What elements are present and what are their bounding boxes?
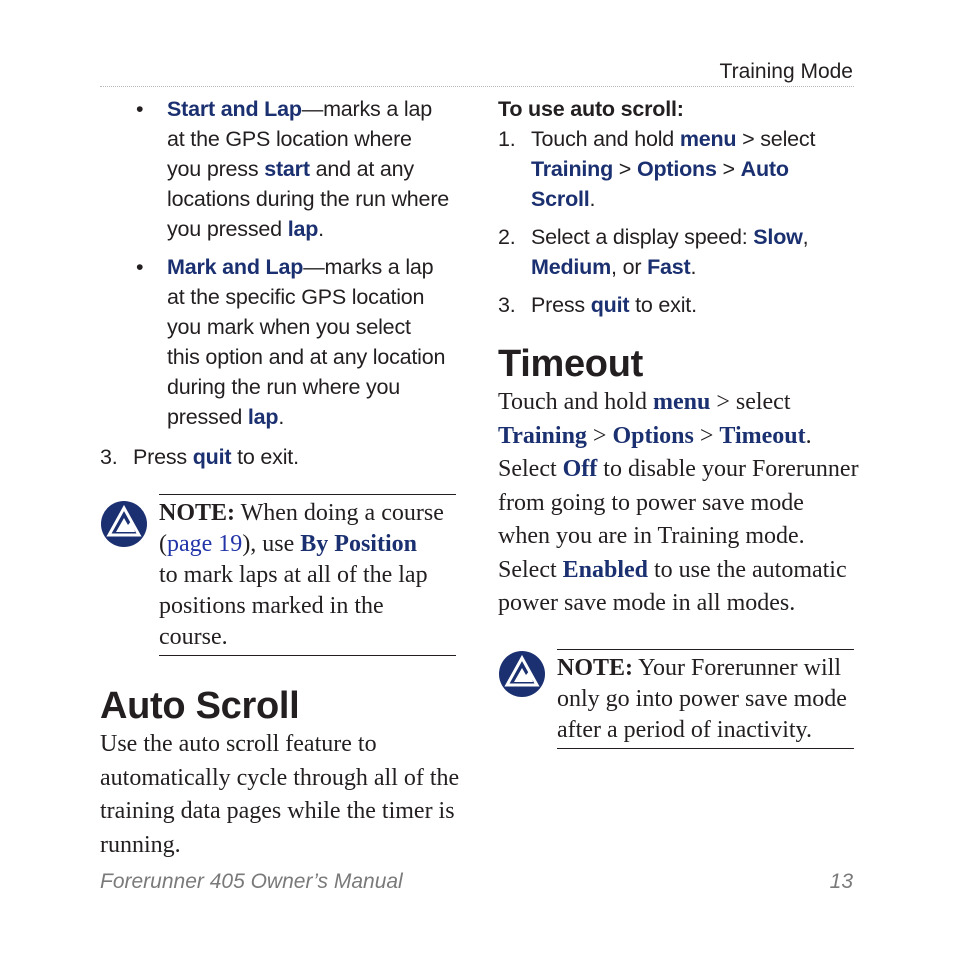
- text-line: [498, 490, 804, 516]
- key-name: menu: [679, 127, 737, 151]
- text-run: >: [613, 157, 637, 181]
- key-name: Training: [531, 157, 614, 181]
- step-item: [498, 124, 860, 214]
- text-run: this option and at any location: [167, 345, 446, 369]
- text-run: (: [159, 531, 167, 557]
- text-run: after a period of inactivity.: [557, 716, 812, 743]
- text-line: [531, 225, 808, 249]
- note-callout: [100, 494, 462, 656]
- text-line: [498, 557, 847, 583]
- text-run: When doing a course: [235, 500, 444, 526]
- step-number: 2.: [498, 225, 516, 249]
- text-run: , or: [611, 255, 648, 279]
- bullet-body: [167, 94, 462, 244]
- section-title: Training Mode: [719, 60, 853, 83]
- text-run: you mark when you select: [167, 315, 411, 339]
- text-line: [167, 127, 412, 151]
- text-line: training data pages while the timer is: [100, 798, 455, 824]
- manual-title: Forerunner 405 Owner’s Manual: [100, 870, 403, 893]
- right-column: [498, 94, 860, 749]
- note-box: [159, 494, 456, 656]
- text-run: .: [318, 217, 324, 241]
- text-line: [531, 255, 696, 279]
- text-run: to disable your Forerunner: [597, 456, 859, 482]
- text-run: to exit.: [231, 445, 299, 469]
- bullet-list: [100, 94, 462, 472]
- key-name: lap: [287, 217, 319, 241]
- garmin-triangle-icon: [498, 650, 546, 698]
- text-run: > select: [710, 389, 791, 415]
- text-run: you press: [167, 157, 265, 181]
- procedure: [498, 94, 860, 320]
- text-line: [498, 389, 790, 415]
- text-line: [167, 157, 414, 181]
- text-run: .: [690, 255, 697, 279]
- step-item: [498, 290, 860, 320]
- text-line: [498, 456, 859, 482]
- text-run: Select: [498, 556, 563, 583]
- step-item: [498, 222, 860, 282]
- note-label: NOTE:: [557, 654, 634, 681]
- text-run: .: [589, 187, 596, 211]
- page-number: 13: [829, 870, 853, 893]
- text-run: to mark laps at all of the lap: [159, 562, 428, 588]
- text-run: to exit.: [629, 293, 697, 317]
- text-run: >: [586, 422, 613, 449]
- step-text: [133, 445, 299, 469]
- key-name: lap: [247, 405, 279, 429]
- text-run: Press: [531, 293, 591, 317]
- key-name: Options: [612, 422, 694, 449]
- text-run: —marks a lap: [303, 255, 434, 279]
- note-box: [557, 649, 854, 749]
- text-run: you pressed: [167, 217, 288, 241]
- text-run: Press: [133, 445, 193, 469]
- text-run: Select: [498, 456, 563, 482]
- text-run: positions marked in the course.: [159, 593, 384, 650]
- text-run: when you are in Training mode.: [498, 523, 805, 549]
- text-line: [167, 217, 324, 241]
- text-line: [167, 375, 400, 399]
- key-name: quit: [590, 293, 630, 317]
- key-name: Enabled: [562, 556, 649, 583]
- section-body: [100, 728, 462, 862]
- bullet-body: [167, 252, 462, 432]
- text-line: [531, 157, 789, 181]
- key-name: quit: [192, 445, 232, 469]
- text-run: > select: [736, 127, 816, 151]
- key-name: Fast: [647, 255, 691, 279]
- text-run: Your Forerunner will: [633, 654, 842, 681]
- text-line: [167, 345, 445, 369]
- text-line: automatically cycle through all of the: [100, 764, 460, 791]
- text-line: [167, 285, 424, 309]
- text-line: [303, 255, 433, 279]
- step-item: [100, 442, 462, 472]
- text-line: [167, 187, 449, 211]
- text-run: at the GPS location where: [167, 127, 412, 151]
- section-heading: Auto Scroll: [100, 685, 300, 727]
- procedure-title: To use auto scroll:: [498, 97, 684, 121]
- text-run: .: [805, 422, 812, 449]
- option-term: Mark and Lap: [167, 255, 304, 279]
- text-run: pressed: [167, 405, 248, 429]
- text-run: Touch and hold: [531, 127, 680, 151]
- key-name: Scroll: [531, 187, 590, 211]
- text-line: Use the auto scroll feature to: [100, 731, 377, 757]
- list-item: [100, 252, 462, 432]
- section-body: [498, 386, 860, 621]
- text-run: Select a display speed:: [531, 225, 754, 249]
- garmin-triangle-icon: [100, 500, 148, 548]
- step-number: 3.: [100, 445, 118, 469]
- key-name: menu: [652, 389, 711, 415]
- key-name: Auto: [740, 157, 789, 181]
- text-run: Touch and hold: [498, 389, 653, 415]
- text-run: at the specific GPS location: [167, 285, 425, 309]
- text-run: from going to power save mode: [498, 489, 804, 516]
- text-run: only go into power save mode: [557, 685, 847, 712]
- header-divider: [100, 86, 854, 87]
- step-number: 3.: [498, 293, 516, 317]
- text-run: locations during the run where: [167, 187, 450, 211]
- text-run: and at any: [309, 157, 414, 181]
- key-name: By Position: [300, 531, 417, 557]
- page-link[interactable]: page 19: [167, 531, 243, 557]
- key-name: Timeout: [719, 422, 806, 449]
- left-column: [100, 94, 462, 862]
- note-callout: [498, 649, 860, 749]
- key-name: Medium: [531, 255, 612, 279]
- bullet-dot: •: [136, 255, 144, 279]
- text-line: running.: [100, 831, 181, 858]
- text-run: —marks a lap: [301, 97, 433, 121]
- text-line: [531, 293, 697, 317]
- bullet-dot: •: [136, 97, 144, 121]
- text-line: [498, 523, 805, 549]
- step-number: 1.: [498, 127, 516, 151]
- text-line: [498, 423, 812, 449]
- text-run: ), use: [242, 531, 301, 557]
- text-run: .: [278, 405, 285, 429]
- text-line: [531, 187, 595, 211]
- text-line: [531, 127, 815, 151]
- key-name: Options: [636, 157, 717, 181]
- text-run: power save mode in all modes.: [498, 590, 796, 616]
- text-line: [167, 405, 284, 429]
- text-run: >: [716, 157, 741, 181]
- section-heading: Timeout: [498, 343, 643, 385]
- key-name: start: [264, 157, 310, 181]
- text-run: to use the automatic: [648, 556, 847, 583]
- text-line: [167, 315, 411, 339]
- key-name: Training: [498, 422, 587, 449]
- option-term: Start and Lap: [167, 97, 302, 121]
- key-name: Slow: [753, 225, 803, 249]
- text-run: >: [693, 422, 720, 449]
- text-line: [498, 590, 795, 616]
- text-run: during the run where you: [167, 375, 401, 399]
- list-item: [100, 94, 462, 244]
- key-name: Off: [562, 456, 598, 482]
- text-line: [302, 97, 432, 121]
- note-label: NOTE:: [159, 500, 236, 526]
- text-run: ,: [802, 225, 809, 249]
